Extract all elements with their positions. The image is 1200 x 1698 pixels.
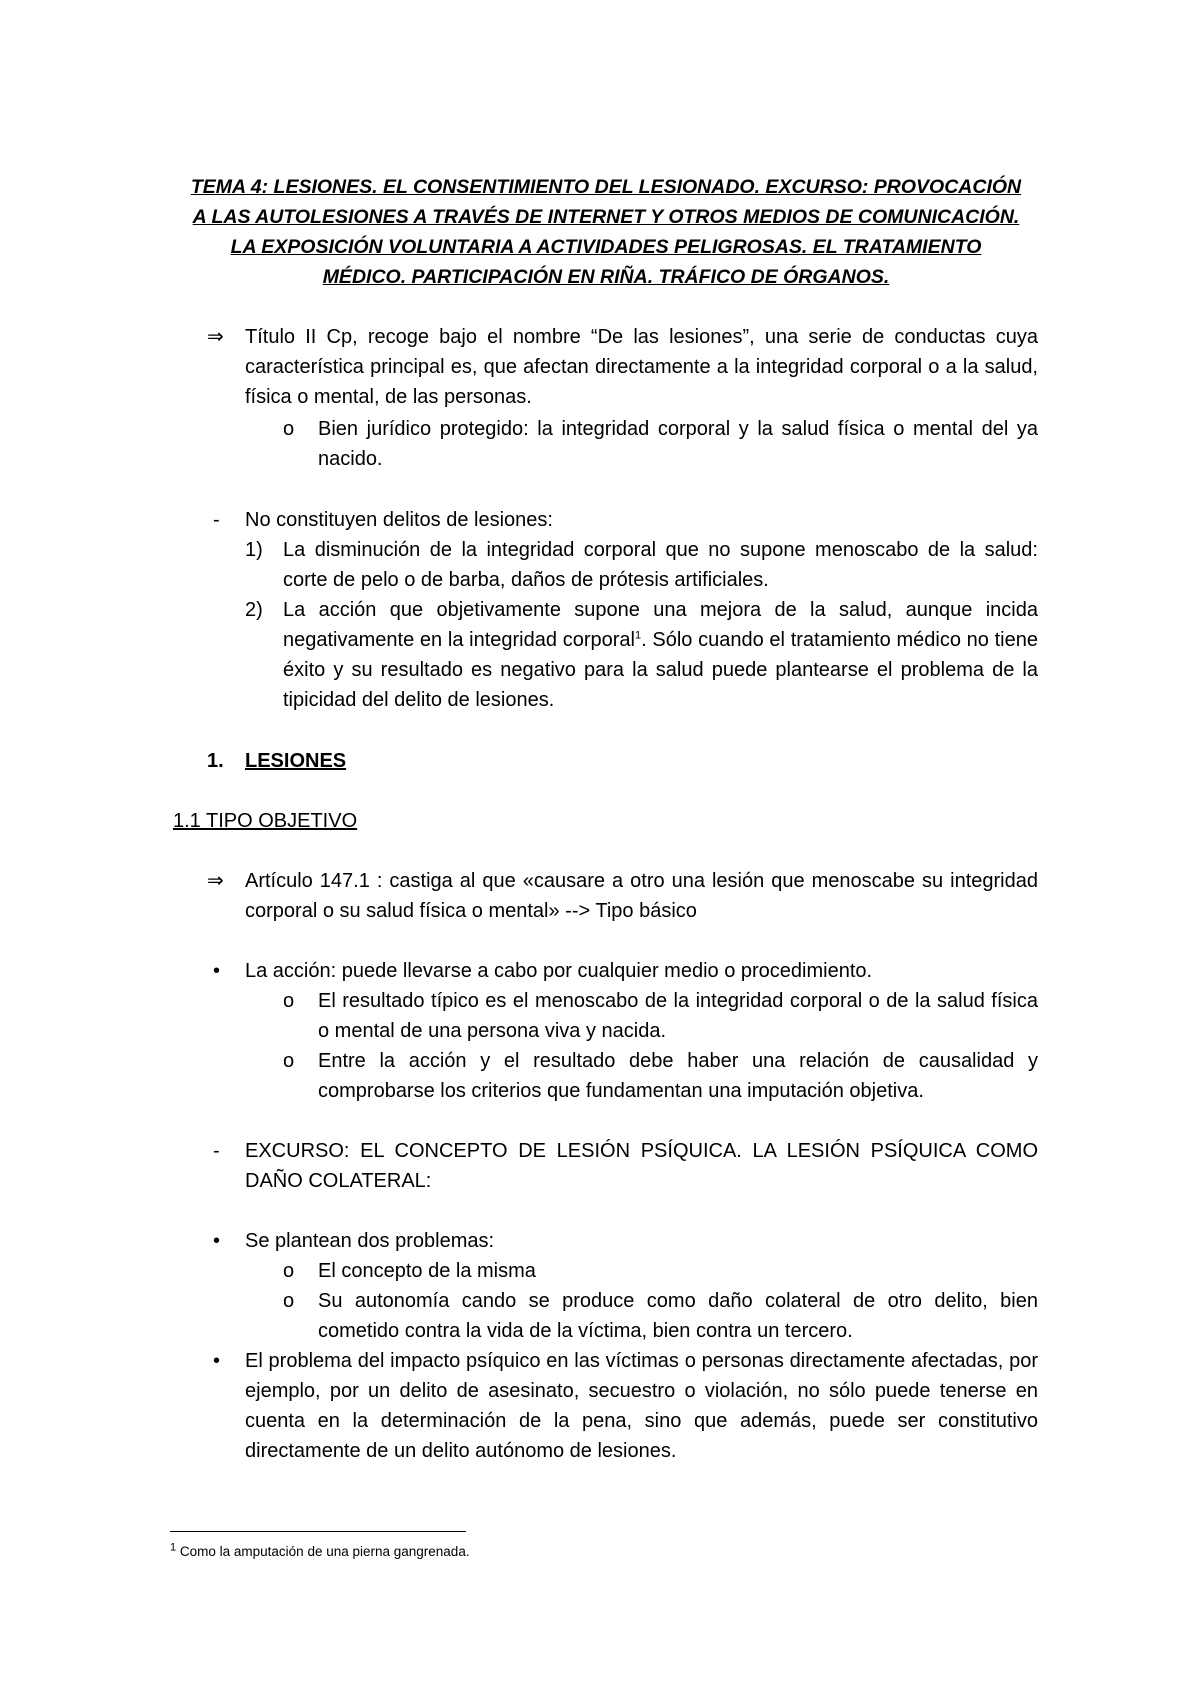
footnote — [170, 1543, 470, 1561]
title-line: A LAS AUTOLESIONES A TRAVÉS DE INTERNET Y OTROS MEDIOS DE COMUNICACIÓN. — [192, 206, 1020, 228]
impacto-paragraph: El problema del impacto psíquico en las víctimas o personas directamente afectadas, por ejemplo, por un delito de asesinato, secuestro o violación, no sólo puede tenerse en cuenta en la determinación de la pena, sino que además, puede ser constitutivo directamente de un delito autónomo de lesiones. — [245, 1350, 1038, 1462]
item2-text-end: . Sólo cuando el tratamiento médico no tiene éxito y su resultado es negativo para la salud puede plantearse el problema de la tipicidad del delito de lesiones. — [283, 629, 1038, 711]
circle-bullet-icon: o — [283, 990, 295, 1012]
dash-bullet: - — [213, 509, 220, 531]
section-number: 1. — [207, 750, 224, 772]
bullet-icon: • — [213, 960, 221, 982]
dash-bullet: - — [213, 1140, 220, 1162]
arrow-bullet-icon: ⇒ — [207, 326, 224, 348]
list-number: 2) — [245, 599, 263, 621]
bullet-icon: • — [213, 1230, 221, 1252]
list-number: 1) — [245, 539, 263, 561]
accion-text: La acción: puede llevarse a cabo por cualquier medio o procedimiento. — [245, 960, 873, 982]
section-heading-lesiones: LESIONES — [245, 750, 347, 772]
accion-sub-2: Entre la acción y el resultado debe haber una relación de causalidad y comprobarse los criterios que fundamentan una imputación objetiva. — [318, 1050, 1038, 1102]
circle-bullet-icon: o — [283, 1260, 295, 1282]
articulo-paragraph: Artículo 147.1 : castiga al que «causare a otro una lesión que menoscabe su integridad corporal o su salud física o mental» --> Tipo básico — [245, 870, 1038, 922]
circle-bullet-icon: o — [283, 418, 295, 440]
subsection-heading-tipo-objetivo: 1.1 TIPO OBJETIVO — [173, 810, 358, 832]
footnote-text: Como la amputación de una pierna gangrenada. — [176, 1544, 470, 1559]
title-line: TEMA 4: LESIONES. EL CONSENTIMIENTO DEL LESIONADO. EXCURSO: PROVOCACIÓN — [190, 176, 1022, 198]
bien-juridico-text: Bien jurídico protegido: la integridad corporal y la salud física o mental del ya nacido. — [318, 418, 1038, 470]
document-title — [170, 172, 1042, 292]
footnote-number: 1 — [170, 1541, 177, 1554]
intro-paragraph: Título II Cp, recoge bajo el nombre “De las lesiones”, una serie de conductas cuya característica principal es, que afectan directamente a la integridad corporal o a la salud, física o mental, de las personas. — [245, 326, 1038, 408]
title-line: MÉDICO. PARTICIPACIÓN EN RIÑA. TRÁFICO DE ÓRGANOS. — [322, 266, 890, 288]
accion-sub-1: El resultado típico es el menoscabo de la integridad corporal o de la salud física o mental de una persona viva y nacida. — [318, 990, 1038, 1042]
no-delitos-heading: No constituyen delitos de lesiones: — [245, 509, 553, 531]
arrow-bullet-icon: ⇒ — [207, 870, 224, 892]
circle-bullet-icon: o — [283, 1290, 295, 1312]
footnote-reference: 1 — [634, 629, 642, 642]
item2-text-start: La acción que objetivamente supone una mejora de la salud, aunque incida negativamente en la integridad corporal — [283, 599, 1038, 651]
no-delitos-item-1: La disminución de la integridad corporal que no supone menoscabo de la salud: corte de pelo o de barba, daños de prótesis artificiales. — [283, 539, 1038, 591]
excurso-heading: EXCURSO: EL CONCEPTO DE LESIÓN PSÍQUICA. LA LESIÓN PSÍQUICA COMO DAÑO COLATERAL: — [245, 1140, 1038, 1192]
footnote-separator — [170, 1531, 466, 1532]
problemas-sub-2: Su autonomía cando se produce como daño colateral de otro delito, bien cometido contra la vida de la víctima, bien contra un tercero. — [318, 1290, 1038, 1342]
circle-bullet-icon: o — [283, 1050, 295, 1072]
title-line: LA EXPOSICIÓN VOLUNTARIA A ACTIVIDADES PELIGROSAS. EL TRATAMIENTO — [230, 236, 982, 258]
bullet-icon: • — [213, 1350, 221, 1372]
problemas-sub-1: El concepto de la misma — [318, 1260, 536, 1282]
no-delitos-item-2 — [283, 595, 1038, 715]
problemas-text: Se plantean dos problemas: — [245, 1230, 495, 1252]
